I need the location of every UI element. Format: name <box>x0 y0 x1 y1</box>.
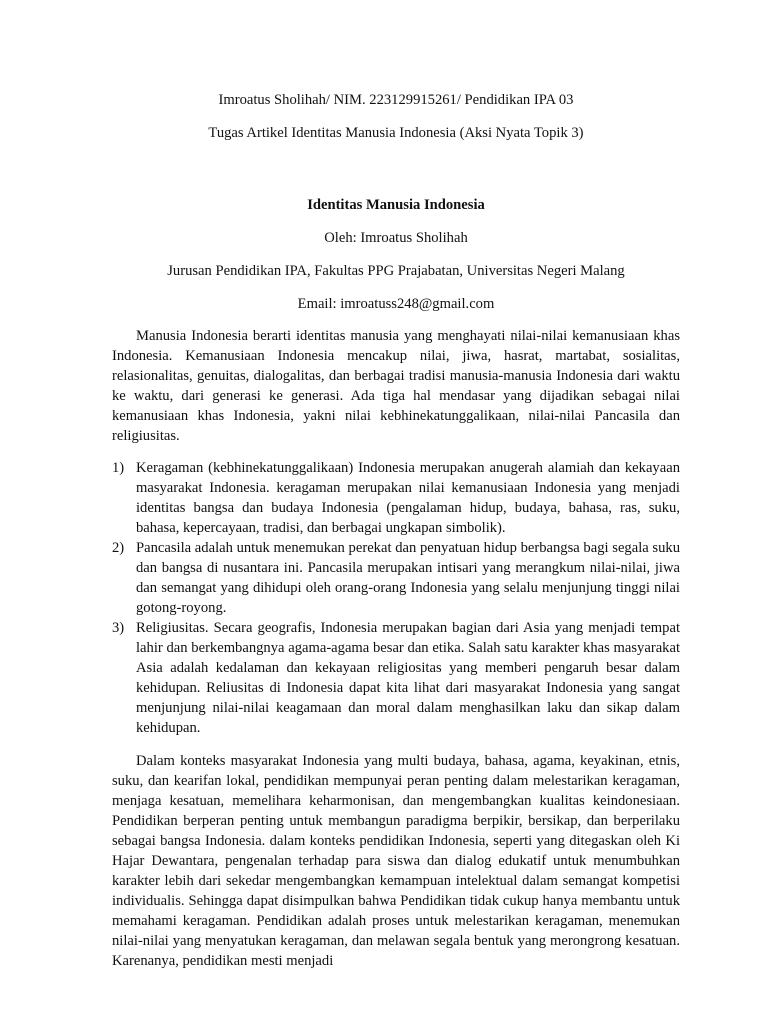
article-email: Email: imroatuss248@gmail.com <box>297 296 495 312</box>
list-text: Pancasila adalah untuk menemukan perekat dan penyatuan hidup berbangsa bagi segala suku dan bangsa di nusantara ini. Pancasila merupakan intisari yang merangkum nilai-nilai, jiwa dan semangat yang dihidupi oleh orang-orang Indonesia yang selalu menjunjung tinggi nilai gotong-royong. <box>136 540 680 616</box>
header-assignment-title: Tugas Artikel Identitas Manusia Indonesia (Aksi Nyata Topik 3) <box>208 125 584 141</box>
list-item <box>112 538 680 618</box>
header-student-info: Imroatus Sholihah/ NIM. 223129915261/ Pendidikan IPA 03 <box>218 92 574 108</box>
article-author: Oleh: Imroatus Sholihah <box>324 230 468 246</box>
document-page <box>112 90 680 983</box>
list-item <box>112 458 680 538</box>
list-text: Religiusitas. Secara geografis, Indonesia merupakan bagian dari Asia yang menjadi tempat lahir dan berkembangnya agama-agama besar dan etika. Salah satu karakter khas masyarakat Asia adalah kedalaman dan kekayaan religiositas yang memberi pengaruh besar dalam kehidupan. Reliusitas di Indonesia dapat kita lihat dari masyarakat Indonesia yang sangat menjunjung nilai-nilai keagamaan dan moral dalam menghasilkan laku dan sikap dalam kehidupan. <box>136 620 680 736</box>
values-list <box>112 458 680 738</box>
list-text: Keragaman (kebhinekatunggalikaan) Indonesia merupakan anugerah alamiah dan kekayaan masyarakat Indonesia. keragaman merupakan nilai kemanusiaan Indonesia yang menjadi identitas bangsa dan budaya Indonesia (pengalaman hidup, budaya, bahasa, ras, suku, bahasa, kepercayaan, tradisi, dan berbagai ungkapan simbolik). <box>136 460 680 536</box>
paragraph-intro: Manusia Indonesia berarti identitas manusia yang menghayati nilai-nilai kemanusiaan khas Indonesia. Kemanusiaan Indonesia mencakup nilai, jiwa, hasrat, martabat, sosialitas, relasionalitas, genuitas, dialogalitas, dan berbagai tradisi manusia-manusia Indonesia dari waktu ke waktu, dari generasi ke generasi. Ada tiga hal mendasar yang dijadikan sebagai nilai kemanusiaan khas Indonesia, yakni nilai kebhinekatunggalikaan, nilai-nilai Pancasila dan religiusitas. <box>112 328 680 444</box>
article-affiliation: Jurusan Pendidikan IPA, Fakultas PPG Prajabatan, Universitas Negeri Malang <box>167 263 625 279</box>
article-title: Identitas Manusia Indonesia <box>307 197 485 213</box>
list-number: 1) <box>112 460 125 476</box>
list-item <box>112 618 680 738</box>
paragraph-education: Dalam konteks masyarakat Indonesia yang multi budaya, bahasa, agama, keyakinan, etnis, suku, dan kearifan lokal, pendidikan mempunyai peran penting dalam melestarikan keragaman, menjaga kesatuan, memelihara keharmonisan, dan mengembangkan kualitas keindonesiaan. Pendidikan berperan penting untuk membangun paradigma berpikir, bersikap, dan berperilaku sebagai bangsa Indonesia. dalam konteks pendidikan Indonesia, seperti yang ditegaskan oleh Ki Hajar Dewantara, pengenalan terhadap para siswa dan dialog edukatif untuk menumbuhkan karakter lebih dari sekedar mengembangkan kemampuan intelektual dalam semangat kompetisi individualis. Sehingga dapat disimpulkan bahwa Pendidikan tidak cukup hanya membantu untuk memahami keragaman. Pendidikan adalah proses untuk melestarikan keragaman, menemukan nilai-nilai yang menyatukan keragaman, dan melawan segala bentuk yang merongrong kesatuan. Karenanya, pendidikan mesti menjadi <box>112 753 680 969</box>
list-number: 2) <box>112 540 125 556</box>
list-number: 3) <box>112 620 125 636</box>
